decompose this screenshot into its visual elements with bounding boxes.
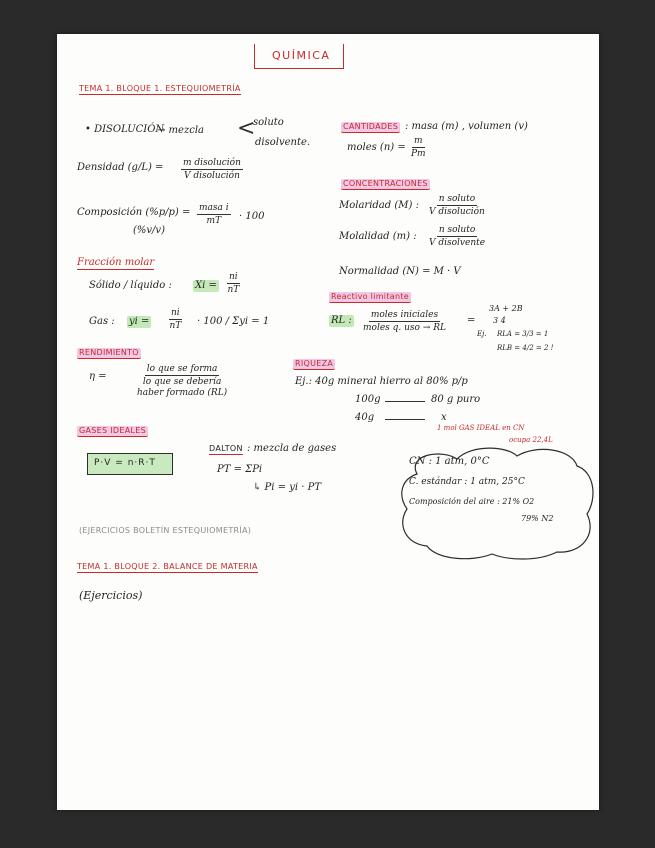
- dalton-text: : mezcla de gases: [247, 443, 337, 454]
- riqueza-40g: 40g: [355, 412, 375, 423]
- composicion-label: Composición (%p/p) =: [77, 207, 191, 218]
- molaridad-fraction: n soluto V disolución: [429, 194, 485, 217]
- yi-fraction: $\frac{ni}{nT}$: [169, 308, 182, 331]
- densidad-label: Densidad (g/L) =: [77, 162, 164, 173]
- cloud-aire-2: 79% N2: [521, 514, 554, 523]
- rendimiento-fraction: lo que se forma lo que se debería haber formado (RL): [137, 364, 228, 398]
- dalton-pi: ↳ Pi = yi · PT: [253, 482, 322, 493]
- composicion-times: · 100: [239, 211, 265, 222]
- disolucion-arrow: → mezcla: [157, 125, 204, 136]
- densidad-fraction: m disolución V disolución: [183, 158, 241, 181]
- xi-label: Xi =: [195, 280, 217, 291]
- cloud-note-2: ocupa 22,4L: [509, 436, 553, 444]
- yi-label: yi =: [129, 316, 150, 327]
- fraccion-heading: Fracción molar: [77, 257, 155, 268]
- riqueza-heading: RIQUEZA: [295, 359, 334, 368]
- cloud-aire: Composición del aire : 21% O2: [409, 497, 535, 506]
- rlb-text: RLB = 4/2 = 2 !: [497, 344, 554, 352]
- riqueza-dash-1: [385, 401, 425, 402]
- dalton-heading: DALTON: [209, 444, 243, 453]
- rl-example-label: Ej.: [477, 330, 487, 338]
- xi-fraction: $\frac{ni}{nT}$: [227, 272, 240, 295]
- cantidades-text: : masa (m) , volumen (v): [405, 121, 528, 132]
- molalidad-label: Molalidad (m) :: [339, 231, 417, 242]
- reactivo-heading: Reactivo limitante: [331, 292, 409, 301]
- normalidad-label: Normalidad (N) = M · V: [339, 266, 461, 277]
- riqueza-x: x: [441, 412, 447, 423]
- cloud-cn: CN : 1 atm, 0°C: [409, 456, 490, 467]
- tema1b-heading: TEMA 1. BLOQUE 2. BALANCE DE MATERIA: [77, 562, 258, 571]
- disolvente-text: disolvente.: [255, 137, 311, 148]
- molaridad-label: Molaridad (M) :: [339, 200, 419, 211]
- title-box: [254, 44, 344, 69]
- rl-label: RL :: [331, 315, 352, 326]
- riqueza-80g: 80 g puro: [431, 394, 481, 405]
- riqueza-100g: 100g: [355, 394, 381, 405]
- rl-eq: =: [467, 315, 476, 326]
- rl-fraction: moles iniciales moles q. uso → RL: [363, 310, 446, 333]
- disolucion-label: • DISOLUCIÓN: [85, 124, 165, 135]
- reaction-text: 3A + 2B: [489, 304, 523, 313]
- eta-label: η =: [89, 371, 107, 382]
- yi-tail: · 100 / Σyi = 1: [197, 316, 270, 327]
- ejercicios-text: (Ejercicios): [79, 589, 143, 602]
- cantidades-heading: CANTIDADES: [343, 122, 399, 131]
- dalton-pt: PT = ΣPi: [217, 464, 263, 475]
- composicion-fraction: masa i mT: [199, 203, 229, 226]
- cloud-note-1: 1 mol GAS IDEAL en CN: [437, 424, 525, 432]
- riqueza-line1: Ej.: 40g mineral hierro al 80% p/p: [295, 376, 468, 387]
- brace-icon: <: [237, 116, 256, 141]
- molalidad-fraction: n soluto V disolvente: [429, 225, 486, 248]
- gases-heading: GASES IDEALES: [79, 426, 146, 435]
- moles-fraction: $\frac{m}{Pm}$: [411, 136, 426, 159]
- solido-label: Sólido / líquido :: [89, 280, 172, 291]
- notebook-page: [57, 34, 599, 810]
- rla-text: RLA = 3/3 = 1: [497, 330, 549, 338]
- cloud-estandar: C. estándar : 1 atm, 25°C: [409, 477, 525, 487]
- concentraciones-heading: CONCENTRACIONES: [343, 179, 428, 188]
- reaction-coef: 3 4: [493, 316, 506, 325]
- soluto-text: soluto: [253, 117, 284, 128]
- gas-label: Gas :: [89, 316, 115, 327]
- moles-label: moles (n) =: [347, 142, 406, 153]
- page-title: QUÍMICA: [272, 49, 331, 62]
- riqueza-dash-2: [385, 419, 425, 420]
- tema1-heading: TEMA 1. BLOQUE 1. ESTEQUIOMETRÍA: [79, 84, 241, 93]
- composicion-label2: (%v/v): [133, 225, 165, 236]
- ejercicios-boletin: (EJERCICIOS BOLETÍN ESTEQUIOMETRÍA): [79, 526, 252, 535]
- ideal-gas-formula-box: [87, 453, 173, 475]
- ideal-gas-formula: P·V = n·R·T: [94, 458, 156, 468]
- rendimiento-heading: RENDIMIENTO: [79, 348, 139, 357]
